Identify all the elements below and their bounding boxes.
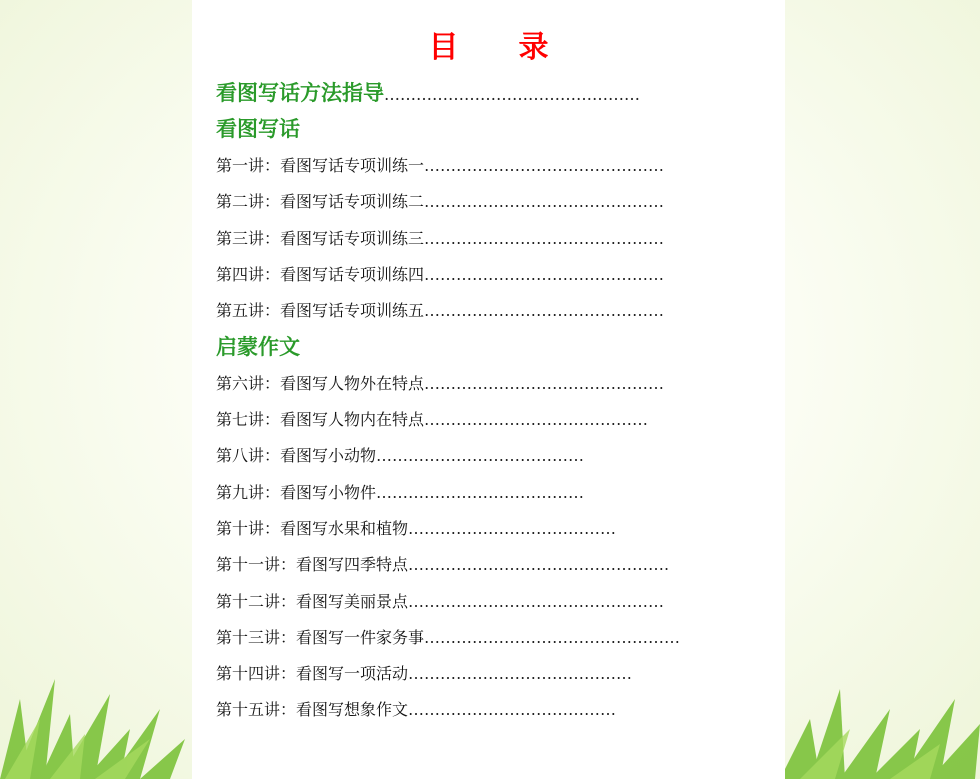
- entry-label: 第十五讲：看图写想象作文: [216, 700, 409, 719]
- entry-dots: ………………………………………: [424, 229, 665, 248]
- entry-dots: ………………………………………: [424, 156, 665, 175]
- entry-dots: …………………………………: [376, 483, 585, 502]
- entry-label: 第五讲：看图写话专项训练五: [216, 301, 425, 320]
- entry-dots: …………………………………: [408, 700, 617, 719]
- toc-entry[interactable]: [216, 589, 664, 612]
- entry-dots: ………………………………………: [424, 265, 665, 284]
- toc-entry[interactable]: [216, 697, 616, 720]
- entry-dots: …………………………………………: [408, 592, 665, 611]
- toc-entry[interactable]: [216, 189, 664, 212]
- section-heading-1: 看图写话: [216, 116, 300, 141]
- entry-dots: ………………………………………: [424, 301, 665, 320]
- entry-dots: …………………………………………: [424, 628, 681, 647]
- toc-entry[interactable]: [216, 226, 664, 249]
- grass-decoration-left: [0, 639, 200, 779]
- entry-dots: ……………………………………: [408, 664, 633, 683]
- entry-dots: ……………………………………: [424, 410, 649, 429]
- toc-entry[interactable]: [216, 407, 648, 430]
- entry-label: 第十一讲：看图写四季特点: [216, 555, 409, 574]
- toc-entry[interactable]: [216, 153, 664, 176]
- toc-entry[interactable]: [216, 552, 669, 575]
- grass-decoration-right: [780, 659, 980, 779]
- toc-page: [192, 0, 785, 779]
- guide-dots: …………………………………………: [384, 85, 640, 104]
- entry-label: 第七讲：看图写人物内在特点: [216, 410, 425, 429]
- entry-label: 第十二讲：看图写美丽景点: [216, 592, 409, 611]
- entry-label: 第九讲：看图写小物件: [216, 483, 377, 502]
- entry-dots: …………………………………: [408, 519, 617, 538]
- entry-label: 第四讲：看图写话专项训练四: [216, 265, 425, 284]
- entry-dots: ………………………………………: [424, 374, 665, 393]
- page-title: [192, 22, 785, 66]
- title-char-2: 录: [518, 30, 549, 65]
- entry-label: 第二讲：看图写话专项训练二: [216, 192, 425, 211]
- entry-label: 第一讲：看图写话专项训练一: [216, 156, 425, 175]
- entry-dots: ………………………………………….: [408, 555, 670, 574]
- section-heading-2: 启蒙作文: [216, 334, 300, 359]
- toc-entry[interactable]: [216, 625, 680, 648]
- toc-entry[interactable]: [216, 298, 664, 321]
- toc-guide-heading[interactable]: [216, 77, 640, 107]
- toc-entry[interactable]: [216, 371, 664, 394]
- toc-entry[interactable]: [216, 480, 584, 503]
- entry-dots: ………………………………………: [424, 192, 665, 211]
- entry-label: 第十三讲：看图写一件家务事: [216, 628, 425, 647]
- entry-dots: …………………………………: [376, 446, 585, 465]
- toc-entry[interactable]: [216, 262, 664, 285]
- toc-entry[interactable]: [216, 516, 616, 539]
- title-char-1: 目: [428, 30, 459, 65]
- guide-label: 看图写话方法指导: [216, 80, 384, 105]
- entry-label: 第十讲：看图写水果和植物: [216, 519, 409, 538]
- toc-entry[interactable]: [216, 443, 584, 466]
- entry-label: 第三讲：看图写话专项训练三: [216, 229, 425, 248]
- entry-label: 第十四讲：看图写一项活动: [216, 664, 409, 683]
- entry-label: 第八讲：看图写小动物: [216, 446, 377, 465]
- toc-entry[interactable]: [216, 661, 632, 684]
- entry-label: 第六讲：看图写人物外在特点: [216, 374, 425, 393]
